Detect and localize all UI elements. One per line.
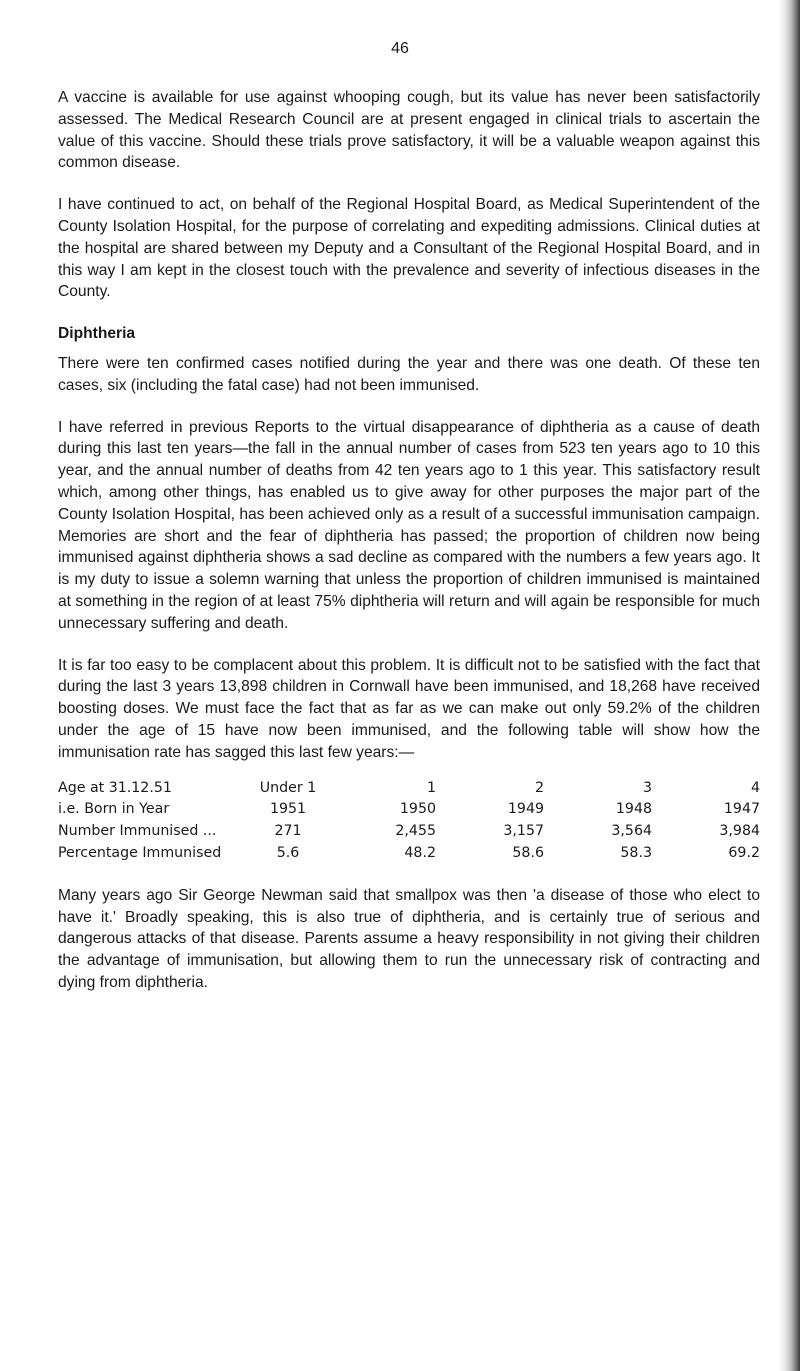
table-cell: 3,564 — [611, 823, 652, 840]
table-cell: 48.2 — [404, 844, 436, 861]
table-cell: 3,984 — [719, 823, 760, 840]
immunisation-table — [58, 778, 760, 865]
table-cell: 69.2 — [728, 844, 760, 861]
row-label: i.e. Born in Year — [58, 801, 170, 818]
paragraph-previous-reports: I have referred in previous Reports to the virtual disappearance of diphtheria as a cause of death during this last ten years—the fall in the annual number of cases from 523 ten years ago to 10 this year, and the annual number of deaths from 42 ten years ago to 1 this year. This satisfactory result which, among other things, has enabled us to give away for other purposes the major part of the County Isolation Hospital, has been achieved only as a result of a successful immunisation campaign. Memories are short and the fear of diphtheria has passed; the proportion of children now being immunised against diphtheria shows a sad decline as compared with the numbers a few years ago. It is my duty to issue a solemn warning that unless the proportion of children immunised is maintained at something in the region of at least 75% diphtheria will return and will again be responsible for much unnecessary suffering and death. — [58, 418, 760, 632]
table-cell: 1947 — [723, 801, 760, 818]
table-row — [58, 778, 760, 800]
row-label: Percentage Immunised — [58, 844, 222, 861]
page-edge-shadow — [778, 0, 800, 1371]
row-label: Number Immunised ... — [58, 823, 217, 840]
table-cell: 271 — [274, 823, 302, 840]
paragraph-isolation-hospital: I have continued to act, on behalf of the Regional Hospital Board, as Medical Superintendent of the County Isolation Hospital, for the purpose of correlating and expediting admissions. Clinical duties at the hospital are shared between my Deputy and a Consultant of the Regional Hospital Board, and in this way I am kept in the closest touch with the prevalence and severity of infectious diseases in the County. — [58, 196, 760, 301]
table-cell: 1950 — [399, 801, 436, 818]
table-cell: 58.6 — [512, 844, 544, 861]
table-cell: 1951 — [269, 801, 307, 818]
table-cell: 1948 — [615, 801, 652, 818]
table-cell: 2 — [534, 779, 544, 796]
paragraph-newman-quote: Many years ago Sir George Newman said that smallpox was then 'a disease of those who elect to have it.' Broadly speaking, this is also true of diphtheria, and is certainly true of serious and dangerous attacks of that disease. Parents assume a heavy responsibility in not giving their children the advantage of immunisation, but allowing them to run the unnecessary risk of contracting and dying from diphtheria. — [58, 886, 760, 991]
table-cell: Under 1 — [259, 779, 317, 796]
paragraph-confirmed-cases: There were ten confirmed cases notified during the year and there was one death. Of these ten cases, six (including the fatal case) had not been immunised. — [58, 354, 760, 394]
table-cell: 3,157 — [503, 823, 544, 840]
page-number: 46 — [391, 40, 409, 57]
table-cell: 5.6 — [276, 844, 300, 861]
paragraph-whooping-cough: A vaccine is available for use against whooping cough, but its value has never been satisfactorily assessed. The Medical Research Council are at present engaged in clinical trials to ascertain the value of this vaccine. Should these trials prove satisfactory, it will be a valuable weapon against this common disease. — [58, 89, 760, 172]
table-row — [58, 799, 760, 821]
table-cell: 1 — [426, 779, 436, 796]
paragraph-complacency: It is far too easy to be complacent about this problem. It is difficult not to be satisfied with the fact that during the last 3 years 13,898 children in Cornwall have been immunised, and 18,268 have received boosting doses. We must face the fact that as far as we can make out only 59.2% of the children under the age of 15 have now been immunised, and the following table will show how the immunisation rate has sagged this last few years:— — [58, 656, 760, 761]
table-cell: 1949 — [507, 801, 544, 818]
table-cell: 2,455 — [395, 823, 436, 840]
table-row — [58, 843, 760, 865]
document-body — [58, 87, 760, 1014]
row-label: Age at 31.12.51 — [58, 779, 172, 796]
section-heading-diphtheria: Diphtheria — [58, 325, 136, 343]
table-cell: 58.3 — [620, 844, 652, 861]
table-cell: 4 — [750, 779, 760, 796]
table-cell: 3 — [642, 779, 652, 796]
table-row — [58, 821, 760, 843]
